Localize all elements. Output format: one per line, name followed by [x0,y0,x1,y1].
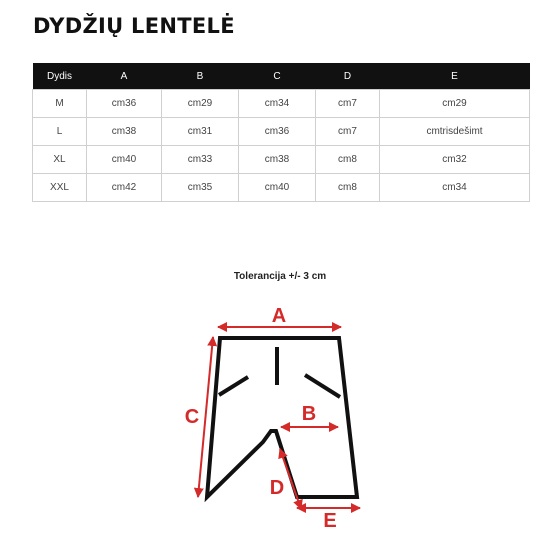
table-cell: cm8 [316,146,380,174]
header-c: C [239,63,316,90]
table-cell: XXL [33,174,87,202]
table-cell: cm40 [239,174,316,202]
table-cell: cm7 [316,90,380,118]
header-a: A [87,63,162,90]
table-cell: cm29 [380,90,530,118]
table-cell: cm36 [239,118,316,146]
page-title: DYDŽIŲ LENTELĖ [33,14,235,38]
table-cell: cm38 [87,118,162,146]
table-cell: cm29 [162,90,239,118]
header-d: D [316,63,380,90]
label-a: A [271,305,287,327]
table-cell: cmtrisdešimt [380,118,530,146]
table-cell: cm31 [162,118,239,146]
label-d: D [269,477,285,499]
table-cell: cm36 [87,90,162,118]
header-size: Dydis [33,63,87,90]
table-cell: M [33,90,87,118]
label-e: E [323,510,337,532]
table-cell: cm7 [316,118,380,146]
tolerance-note: Tolerancija +/- 3 cm [233,271,327,282]
table-cell: cm34 [380,174,530,202]
label-b: B [301,403,317,425]
table-cell: cm42 [87,174,162,202]
header-e: E [380,63,530,90]
shorts-outline [207,338,357,497]
table-cell: cm34 [239,90,316,118]
label-c: C [184,406,200,428]
table-cell: cm32 [380,146,530,174]
table-cell: cm33 [162,146,239,174]
table-cell: cm35 [162,174,239,202]
table-cell: cm40 [87,146,162,174]
left-pocket-line [219,377,248,395]
right-pocket-line [305,375,340,397]
table-cell: cm38 [239,146,316,174]
header-b: B [162,63,239,90]
table-cell: L [33,118,87,146]
table-cell: cm8 [316,174,380,202]
table-cell: XL [33,146,87,174]
